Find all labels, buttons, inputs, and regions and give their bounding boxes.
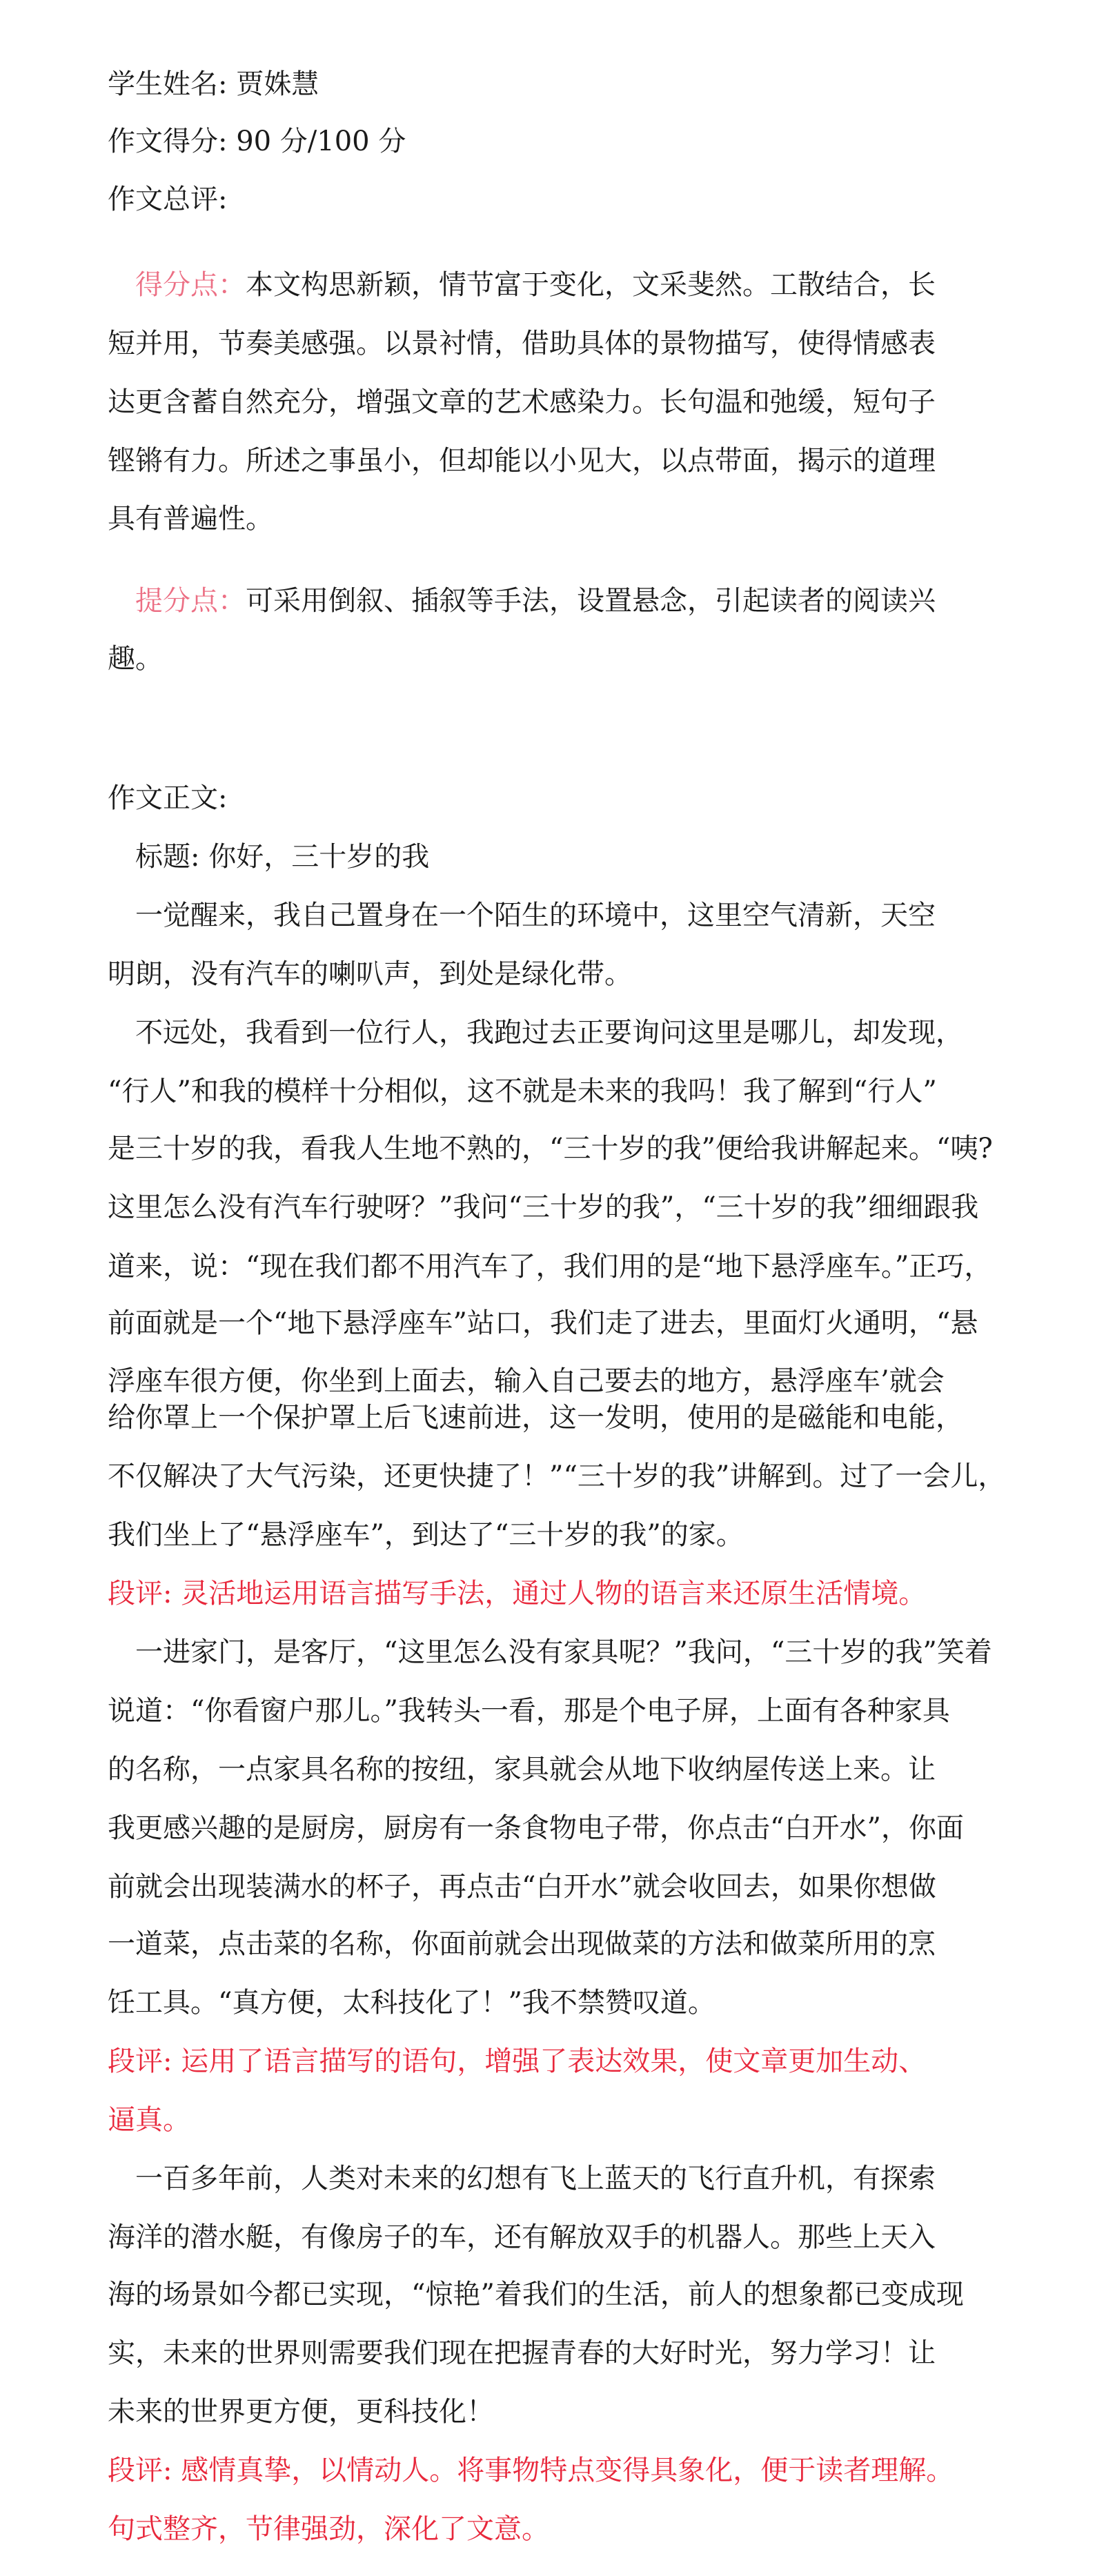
essay-title: 标题: 你好，三十岁的我	[135, 841, 430, 873]
p4-line-4: 实，未来的世界则需要我们现在把握青春的大好时光，努力学习！让	[108, 2337, 936, 2369]
p1-line-1: 一觉醒来，我自己置身在一个陌生的环境中，这里空气清新，天空	[135, 900, 936, 931]
review-plus-line-5: 具有普遍性。	[108, 503, 273, 535]
p2-line-2: “行人”和我的模样十分相似，这不就是未来的我吗！我了解到“行人”	[108, 1076, 937, 1107]
p2-line-8: 给你罩上一个保护罩上后飞速前进，这一发明，使用的是磁能和电能，	[108, 1402, 963, 1434]
p2-line-3: 是三十岁的我，看我人生地不熟的，“三十岁的我”便给我讲解起来。“咦?	[108, 1133, 993, 1165]
comment-2-line-2: 逼真。	[108, 2104, 190, 2136]
p3-line-1: 一进家门，是客厅，“这里怎么没有家具呢？”我问，“三十岁的我”笑着	[135, 1636, 992, 1668]
p2-line-7: 浮座车很方便，你坐到上面去，输入自己要去的地方，悬浮座车’就会	[108, 1365, 945, 1397]
plus-label: 得分点：	[135, 269, 246, 301]
p2-line-10: 我们坐上了“悬浮座车”，到达了“三十岁的我”的家。	[108, 1519, 744, 1551]
review-label: 作文总评:	[108, 184, 228, 215]
p3-line-5: 前就会出现装满水的杯子，再点击“白开水”就会收回去，如果你想做	[108, 1871, 936, 1903]
p3-line-2: 说道：“你看窗户那儿。”我转头一看，那是个电子屏，上面有各种家具	[108, 1695, 950, 1727]
p3-line-4: 我更感兴趣的是厨房，厨房有一条食物电子带，你点击“白开水”，你面	[108, 1812, 964, 1844]
p3-line-6: 一道菜，点击菜的名称，你面前就会出现做菜的方法和做菜所用的烹	[108, 1928, 936, 1960]
review-plus-line-2: 短并用，节奏美感强。以景衬情，借助具体的景物描写，使得情感表	[108, 328, 936, 359]
p4-line-5: 未来的世界更方便，更科技化！	[108, 2396, 494, 2428]
comment-2-line-1: 段评: 运用了语言描写的语句，增强了表达效果，使文章更加生动、	[108, 2045, 927, 2077]
p4-line-2: 海洋的潜水艇，有像房子的车，还有解放双手的机器人。那些上天入	[108, 2221, 936, 2253]
p4-line-1: 一百多年前，人类对未来的幻想有飞上蓝天的飞行直升机，有探索	[135, 2163, 936, 2194]
essay-score: 作文得分: 90 分/100 分	[108, 126, 406, 157]
p2-line-6: 前面就是一个“地下悬浮座车”站口，我们走了进去，里面灯火通明，“悬	[108, 1307, 978, 1339]
p2-line-9: 不仅解决了大气污染，还更快捷了！”“三十岁的我”讲解到。过了一会儿，	[108, 1460, 1006, 1492]
minus-label: 提分点：	[135, 585, 246, 617]
student-name: 学生姓名: 贾姝慧	[108, 68, 319, 100]
comment-3-line-2: 句式整齐，节律强劲，深化了文意。	[108, 2513, 549, 2545]
p4-line-3: 海的场景如今都已实现，“惊艳”着我们的生活，前人的想象都已变成现	[108, 2279, 964, 2310]
p2-line-1: 不远处，我看到一位行人，我跑过去正要询问这里是哪儿，却发现，	[135, 1017, 963, 1049]
p3-line-3: 的名称，一点家具名称的按纽，家具就会从地下收纳屋传送上来。让	[108, 1754, 936, 1785]
review-plus-line-4: 铿锵有力。所述之事虽小，但却能以小见大，以点带面，揭示的道理	[108, 445, 936, 477]
p2-line-5: 道来，说：“现在我们都不用汽车了，我们用的是“地下悬浮座车。”正巧，	[108, 1251, 992, 1282]
review-minus-line-2: 趣。	[108, 643, 163, 675]
review-plus-line-1: 得分点：本文构思新颖，情节富于变化，文采斐然。工散结合，长	[135, 269, 936, 301]
review-minus-line-1: 提分点：可采用倒叙、插叙等手法，设置悬念，引起读者的阅读兴	[135, 585, 936, 617]
p2-line-4: 这里怎么没有汽车行驶呀？”我问“三十岁的我”，“三十岁的我”细细跟我	[108, 1191, 979, 1223]
comment-3-line-1: 段评: 感情真挚，以情动人。将事物特点变得具象化，便于读者理解。	[108, 2455, 954, 2486]
review-plus-line-3: 达更含蓄自然充分，增强文章的艺术感染力。长句温和弛缓，短句子	[108, 386, 936, 418]
p1-line-2: 明朗，没有汽车的喇叭声，到处是绿化带。	[108, 958, 632, 990]
body-label: 作文正文:	[108, 782, 228, 814]
comment-1: 段评: 灵活地运用语言描写手法，通过人物的语言来还原生活情境。	[108, 1578, 927, 1609]
p3-line-7: 饪工具。“真方便，太科技化了！”我不禁赞叹道。	[108, 1987, 716, 2019]
